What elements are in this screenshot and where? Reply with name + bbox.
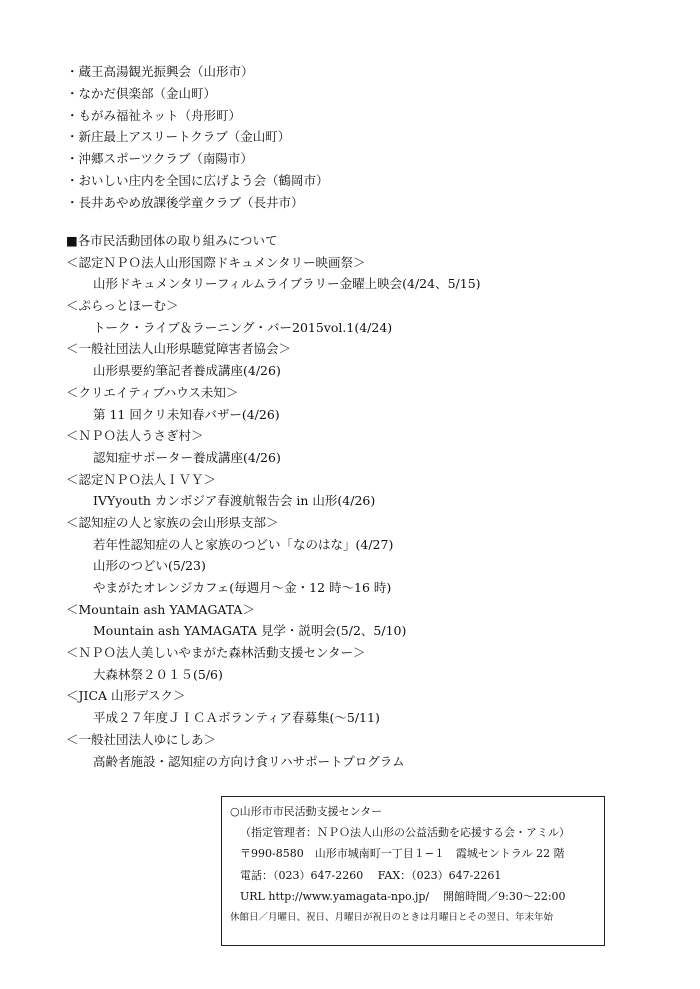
organization-item: ・なかだ倶楽部（金山町） [66,85,217,101]
organization-item: ・蔵王高湯観光振興会（山形市） [66,64,254,79]
event-item: 山形県要約筆記者養成講座(4/26) [93,363,281,379]
event-item: やまがたオレンジカフェ(毎週月～金・12 時～16 時) [93,580,392,595]
organization-item: ・沖郷スポーツクラブ（南陽市） [66,151,253,167]
group-name: ＜認定ＮＰＯ法人ＩＶＹ＞ [66,471,217,487]
center-name: ○山形市市民活動支援センター [230,805,383,818]
group-name: ＜一般社団法人ゆにしあ＞ [66,731,217,747]
event-item: 高齢者施設・認知症の方向け食リハサポートプログラム [93,753,405,769]
address-text: 〒990-8580 山形市城南町一丁目１−１ 霞城セントラル 22 階 [240,847,565,861]
contact-info-box [221,796,605,946]
event-item: 若年性認知症の人と家族のつどい「なのはな」(4/27) [93,536,394,552]
group-name: ＜Mountain ash YAMAGATA＞ [66,601,255,617]
group-name: ＜クリエイティブハウス未知＞ [66,384,239,400]
group-name: ＜一般社団法人山形県聴覚障害者協会＞ [66,341,292,357]
group-name: ＜ぷらっとほーむ＞ [66,298,179,314]
event-item: トーク・ライブ＆ラーニング・バー2015vol.1(4/24) [93,319,393,335]
event-item: 平成２７年度ＪＩＣＡボランティア春募集(～5/11) [93,710,380,726]
event-item: 山形ドキュメンタリーフィルムライブラリー金曜上映会(4/24、5/15) [93,276,481,292]
organization-item: ・新庄最上アスリートクラブ（金山町） [66,129,291,145]
manager-text: （指定管理者：ＮＰＯ法人山形の公益活動を応援する会・アミル） [240,826,570,840]
event-item: 山形のつどい(5/23) [93,558,206,574]
organization-item: ・おいしい庄内を全国に広げよう会（鶴岡市） [66,172,329,188]
event-item: IVYyouth カンボジア春渡航報告会 in 山形(4/26) [93,493,376,509]
organization-list [66,61,329,214]
activities-section [66,230,656,772]
group-name: ＜ＮＰＯ法人うさぎ村＞ [66,428,204,444]
group-name: ＜認知症の人と家族の会山形県支部＞ [66,514,279,530]
website-link[interactable]: URL http://www.yamagata-npo.jp/ [240,889,430,903]
url-hours-line [230,886,604,907]
phone-fax-text: 電話：（023）647-2260 FAX：（023）647-2261 [240,868,502,882]
closed-days-text: 休館日／月曜日、祝日、月曜日が祝日のときは月曜日とその翌日、年末年始 [230,911,554,923]
event-item: 大森林祭２０１５(5/6) [93,666,223,682]
group-name: ＜ＮＰＯ法人美しいやまがた森林活動支援センター＞ [66,645,366,661]
organization-item: ・もがみ福祉ネット（舟形町） [66,107,242,123]
organization-item: ・長井あやめ放課後学童クラブ（長井市） [66,194,304,210]
group-name: ＜認定ＮＰＯ法人山形国際ドキュメンタリー映画祭＞ [66,254,366,270]
opening-hours: 開館時間／9:30～22:00 [443,889,566,903]
group-name: ＜JICA 山形デスク＞ [66,688,186,704]
event-item: 第 11 回クリ未知春バザー(4/26) [93,406,280,422]
event-item: 認知症サポーター養成講座(4/26) [93,449,281,465]
section-heading: ■各市民活動団体の取り組みについて [66,233,278,248]
event-item: Mountain ash YAMAGATA 見学・説明会(5/2、5/10) [93,623,407,639]
